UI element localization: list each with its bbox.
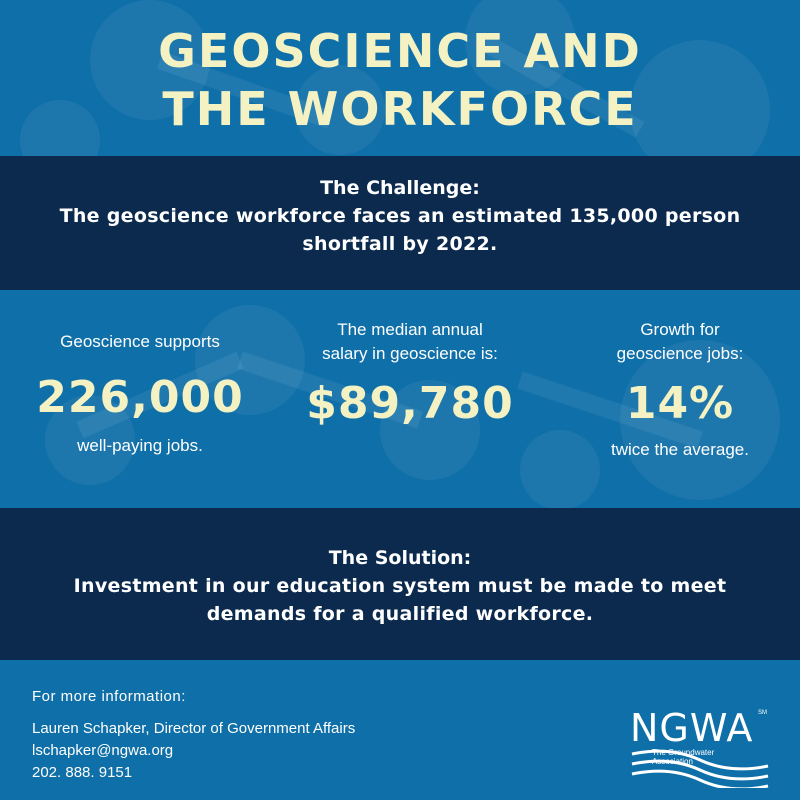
solution-banner: [0, 508, 800, 660]
stat-growth-label-line-2: geoscience jobs:: [616, 344, 744, 363]
title-line-1: GEOSCIENCE AND: [158, 24, 642, 78]
solution-text-line-1: Investment in our education system must be made to meet: [73, 575, 727, 597]
stat-jobs-label: Geoscience supports: [60, 332, 220, 351]
more-info-label: For more information:: [32, 688, 186, 705]
title-line-2: THE WORKFORCE: [162, 82, 638, 136]
logo-tagline-line-2: Association: [652, 757, 693, 766]
stat-growth-value: 14%: [625, 378, 735, 429]
stat-salary-value: $89,780: [306, 378, 514, 429]
solution-text-line-2: demands for a qualified workforce.: [206, 603, 594, 625]
challenge-banner: [0, 156, 800, 290]
logo-wordmark: NGWA: [630, 706, 754, 750]
logo-tagline-line-1: The Groundwater: [652, 748, 715, 757]
challenge-text-line-2: shortfall by 2022.: [302, 233, 498, 255]
challenge-text-line-1: The geoscience workforce faces an estimated 135,000 person: [59, 205, 741, 227]
stat-growth: [580, 318, 780, 462]
stat-jobs: [20, 330, 260, 458]
stat-growth-caption: twice the average.: [611, 440, 749, 459]
page-title: [0, 22, 800, 138]
stat-jobs-caption: well-paying jobs.: [77, 436, 203, 455]
ngwa-logo: [630, 708, 770, 788]
contact-name: Lauren Schapker, Director of Government Affairs: [32, 720, 356, 737]
contact-phone: 202. 888. 9151: [32, 764, 133, 781]
stat-growth-label-line-1: Growth for: [640, 320, 720, 339]
challenge-heading: The Challenge:: [320, 177, 480, 199]
solution-heading: The Solution:: [328, 547, 472, 569]
contact-email: lschapker@ngwa.org: [32, 742, 174, 759]
stat-salary: [290, 318, 530, 430]
service-mark: SM: [758, 710, 767, 716]
stat-salary-label-line-2: salary in geoscience is:: [322, 344, 498, 363]
stat-jobs-value: 226,000: [36, 372, 244, 423]
contact-info: [32, 686, 355, 784]
stat-salary-label-line-1: The median annual: [337, 320, 483, 339]
